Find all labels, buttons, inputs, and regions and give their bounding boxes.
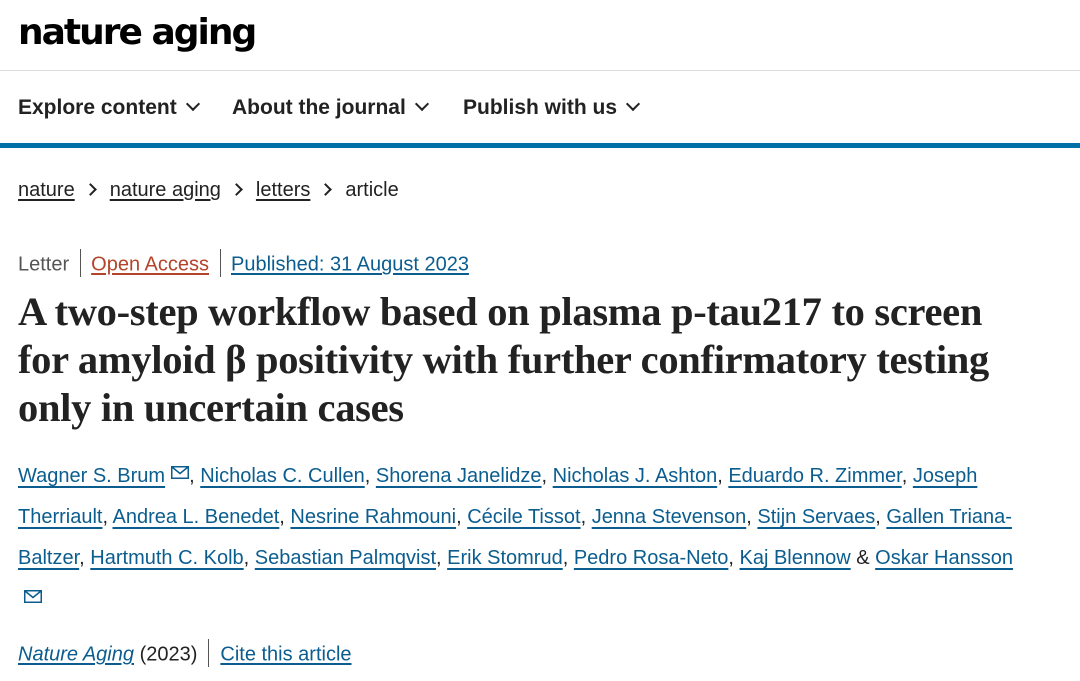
main-nav bbox=[0, 71, 1080, 148]
journal-link[interactable]: Nature Aging bbox=[18, 643, 134, 666]
author-link[interactable]: Eduardo R. Zimmer bbox=[728, 465, 902, 487]
author-link[interactable]: Wagner S. Brum bbox=[18, 465, 166, 487]
author-link[interactable]: Nicholas C. Cullen bbox=[200, 465, 365, 487]
chevron-right-icon bbox=[230, 183, 243, 196]
author-link[interactable]: Andrea L. Benedet bbox=[112, 506, 280, 529]
author-link[interactable]: Sebastian Palmqvist bbox=[254, 547, 436, 570]
author-link[interactable]: Kaj Blennow bbox=[739, 547, 851, 570]
author-list: Wagner S. Brum , Nicholas C. Cullen, Shorena Janelidze, Nicholas J. Ashton, Eduardo R. Zimmer, Joseph Therriault, Andrea L. Benedet, Nesrine Rahmouni, Cécile Tissot, Jenna Stevenson, Stijn Servaes, Gallen Triana-Baltzer, Hartmuth C. Kolb, Sebastian Palmqvist, Erik Stomrud, Pedro Rosa-Neto, Kaj Blennow & Oskar Hansson bbox=[18, 456, 1018, 621]
nav-publish-with-us[interactable] bbox=[463, 95, 638, 121]
citation-line bbox=[18, 641, 352, 669]
publication-year: (2023) bbox=[139, 643, 198, 666]
nav-about-journal[interactable] bbox=[232, 95, 427, 121]
article-title: A two-step workflow based on plasma p-tau217 to screen for amyloid β positivity with further confirmatory testing only in uncertain cases bbox=[18, 289, 989, 430]
author-link[interactable]: Erik Stomrud bbox=[447, 547, 563, 570]
author-link[interactable]: Joseph Therriault bbox=[18, 465, 978, 529]
published-date-link[interactable]: Published: 31 August 2023 bbox=[231, 253, 469, 276]
envelope-icon[interactable] bbox=[171, 466, 189, 479]
author-link[interactable]: Pedro Rosa-Neto bbox=[573, 547, 729, 570]
envelope-icon[interactable] bbox=[24, 590, 42, 603]
author-link[interactable]: Oskar Hansson bbox=[875, 547, 1013, 570]
divider bbox=[220, 249, 221, 277]
author-link[interactable]: Cécile Tissot bbox=[467, 506, 581, 529]
cite-article-link[interactable]: Cite this article bbox=[220, 643, 352, 666]
chevron-right-icon bbox=[84, 183, 97, 196]
author-link[interactable]: Hartmuth C. Kolb bbox=[90, 547, 244, 570]
divider bbox=[80, 249, 81, 277]
author-link[interactable]: Stijn Servaes bbox=[757, 506, 876, 529]
article-meta bbox=[18, 251, 469, 279]
site-header bbox=[0, 0, 1080, 71]
nav-item-label: Explore content bbox=[18, 96, 177, 119]
author-joiner: & bbox=[856, 547, 870, 570]
author-link[interactable]: Nicholas J. Ashton bbox=[552, 465, 718, 487]
nav-item-label: About the journal bbox=[232, 96, 406, 119]
nav-explore-content[interactable] bbox=[18, 95, 198, 121]
journal-logo[interactable]: nature aging bbox=[18, 12, 256, 53]
breadcrumb bbox=[18, 177, 399, 203]
author-link[interactable]: Shorena Janelidze bbox=[375, 465, 542, 487]
chevron-right-icon bbox=[320, 183, 333, 196]
author-link[interactable]: Jenna Stevenson bbox=[591, 506, 747, 529]
author-link[interactable]: Nesrine Rahmouni bbox=[290, 506, 457, 529]
breadcrumb-current: article bbox=[345, 179, 399, 201]
open-access-link[interactable]: Open Access bbox=[91, 253, 209, 276]
chevron-down-icon bbox=[626, 97, 640, 111]
author-link[interactable]: Gallen Triana-Baltzer bbox=[18, 506, 1012, 570]
breadcrumb-link-nature-aging[interactable]: nature aging bbox=[109, 179, 221, 201]
divider bbox=[208, 639, 209, 667]
chevron-down-icon bbox=[415, 97, 429, 111]
breadcrumb-link-nature[interactable]: nature bbox=[18, 179, 75, 201]
nav-item-label: Publish with us bbox=[463, 96, 618, 119]
chevron-down-icon bbox=[186, 97, 200, 111]
breadcrumb-link-letters[interactable]: letters bbox=[255, 179, 311, 201]
article-type: Letter bbox=[18, 253, 70, 276]
